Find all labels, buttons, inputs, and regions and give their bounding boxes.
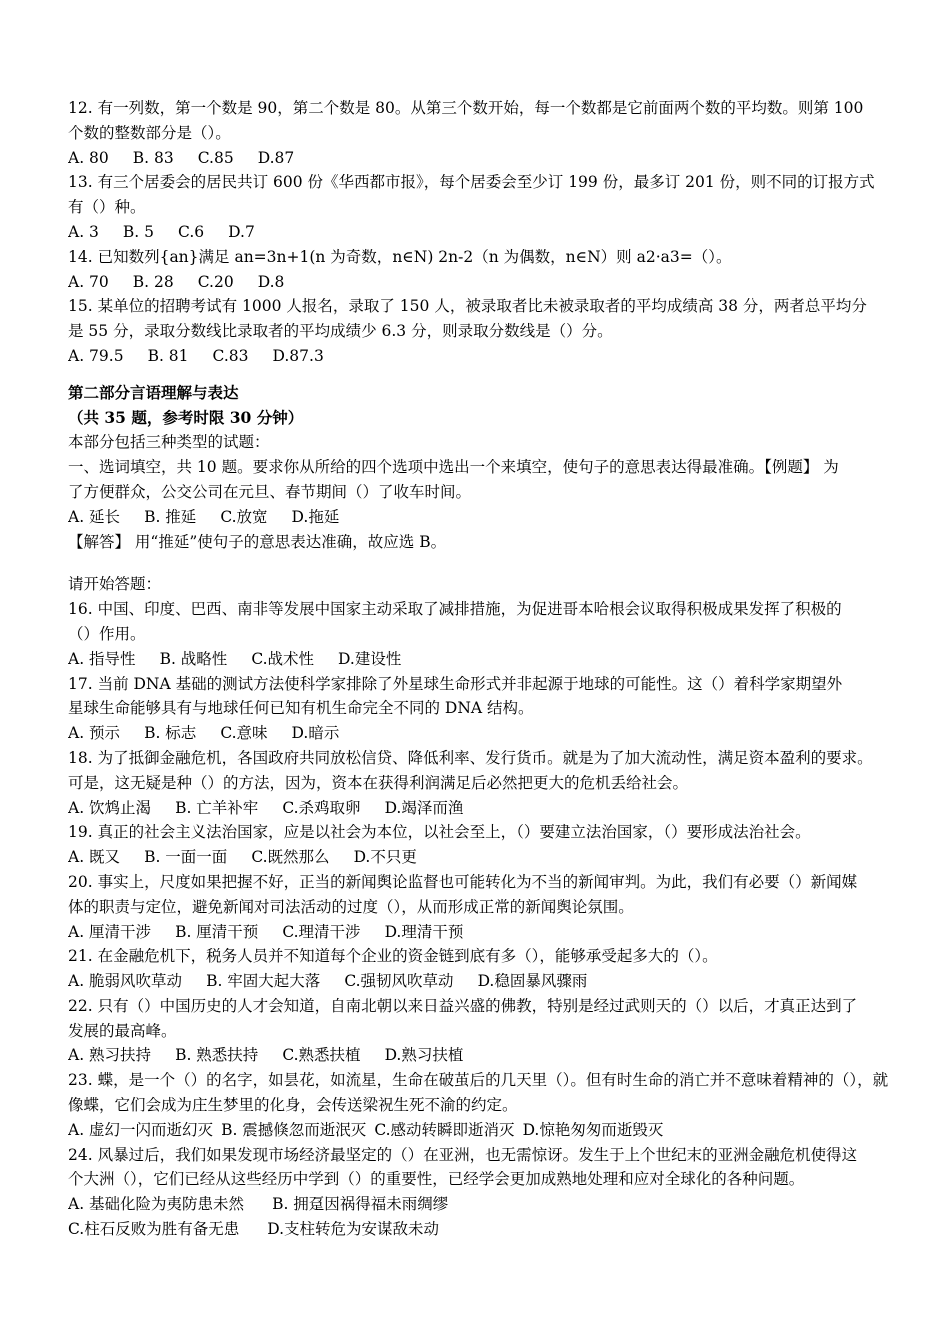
q20-option-c: C.理清干涉 [282, 922, 361, 941]
q13-option-a: A. 3 [68, 222, 99, 241]
q14-option-b: B. 28 [132, 272, 174, 291]
example-options [68, 505, 890, 530]
q19-option-c: C.既然那么 [251, 848, 330, 867]
q15-option-a: A. 79.5 [68, 346, 124, 365]
q16-option-a: A. 指导性 [68, 649, 136, 668]
example-option-d: D.拖延 [291, 507, 340, 526]
q23-option-c: C.感动转瞬即逝消灭 [374, 1120, 515, 1139]
q24-options-row-2 [68, 1217, 890, 1242]
section1-line-1: 一、选词填空，共 10 题。要求你从所给的四个选项中选出一个来填空，使句子的意思表达得最准确。【例题】 为 [68, 458, 839, 477]
q20-option-d: D.理清干预 [384, 922, 464, 941]
q16-option-c: C.战术性 [251, 649, 315, 668]
section1-line-2: 了方便群众，公交公司在元旦、春节期间（）了收车时间。 [68, 482, 472, 501]
q24-line-2: 个大洲（），它们已经从这些经历中学到（）的重要性，已经学会更加成熟地处理和应对全球化的各种问题。 [68, 1170, 805, 1189]
q12-line-1: 12. 有一列数，第一个数是 90，第二个数是 80。从第三个数开始，每一个数都是它前面两个数的平均数。则第 100 [68, 99, 864, 117]
q24-options-row-1 [68, 1192, 890, 1217]
q24-option-d: D.支柱转危为安谋敌未动 [267, 1220, 440, 1239]
q19-option-a: A. 既又 [68, 848, 121, 867]
q13-option-c: C.6 [178, 222, 205, 241]
q23-option-a: A. 虚幻一闪而逝幻灭 [68, 1120, 214, 1139]
q14-line-1: 14. 已知数列{an}满足 an=3n+1(n 为奇数，n∈N) 2n-2（n 为偶数，n∈N）则 a2·a3=（）。 [68, 247, 732, 266]
q13-option-d: D.7 [228, 222, 255, 241]
q22-option-a: A. 熟习扶持 [68, 1046, 152, 1065]
q15-line-2: 是 55 分，录取分数线比录取者的平均成绩少 6.3 分，则录取分数线是（）分。 [68, 322, 613, 341]
q14-option-d: D.8 [257, 272, 285, 291]
q17-line-1: 17. 当前 DNA 基础的测试方法使科学家排除了外星球生命形式并非起源于地球的可能性。这（）着科学家期望外 [68, 674, 843, 693]
part2-subtitle: （共 35 题，参考时限 30 分钟） [68, 407, 304, 427]
q23-line-2: 像蝶，它们会成为庄生梦里的化身，会传送梁祝生死不渝的约定。 [68, 1096, 518, 1115]
q22-options [68, 1043, 890, 1068]
q17-option-d: D.暗示 [291, 724, 340, 743]
q15-option-d: D.87.3 [272, 346, 324, 365]
q23-option-b: B. 震撼倏忽而逝泯灭 [221, 1120, 367, 1139]
q15-option-c: C.83 [212, 346, 249, 365]
q20-line-1: 20. 事实上，尺度如果把握不好，正当的新闻舆论监督也可能转化为不当的新闻审判。为此，我们有必要（）新闻媒 [68, 872, 858, 891]
q24-option-c: C.柱石反败为胜有备无患 [68, 1220, 240, 1239]
q22-option-d: D.熟习扶植 [384, 1046, 464, 1065]
q22-option-c: C.熟悉扶植 [282, 1046, 361, 1065]
q18-option-b: B. 亡羊补牢 [175, 798, 259, 817]
q20-line-2: 体的职责与定位，避免新闻对司法活动的过度（），从而形成正常的新闻舆论氛围。 [68, 897, 634, 916]
q21-option-a: A. 脆弱风吹草动 [68, 972, 183, 991]
q13-line-1: 13. 有三个居委会的居民共订 600 份《华西都市报》，每个居委会至少订 199 份，最多订 201 份，则不同的订报方式 [68, 173, 875, 192]
q13-option-b: B. 5 [122, 222, 155, 241]
q21-option-d: D.稳固暴风骤雨 [477, 972, 588, 991]
q19-option-d: D.不只更 [353, 848, 417, 867]
q12-option-a: A. 80 [68, 148, 109, 167]
q20-option-a: A. 厘清干涉 [68, 922, 152, 941]
q18-options [68, 796, 890, 821]
q18-line-1: 18. 为了抵御金融危机，各国政府共同放松信贷、降低利率、发行货币。就是为了加大流动性，满足资本盈利的要求。 [68, 748, 873, 767]
q15-line-1: 15. 某单位的招聘考试有 1000 人报名，录取了 150 人，被录取者比未被录取者的平均成绩高 38 分，两者总平均分 [68, 297, 867, 316]
q19-options [68, 845, 890, 870]
q23-options [68, 1118, 890, 1143]
q18-line-2: 可是，这无疑是种（）的方法，因为，资本在获得利润满足后必然把更大的危机丢给社会。 [68, 773, 689, 792]
q22-option-b: B. 熟悉扶持 [175, 1046, 259, 1065]
q16-option-b: B. 战略性 [159, 649, 228, 668]
q24-line-1: 24. 风暴过后，我们如果发现市场经济最坚定的（）在亚洲，也无需惊讶。发生于上个世纪末的亚洲金融危机使得这 [68, 1145, 858, 1164]
q18-option-d: D.竭泽而渔 [384, 798, 464, 817]
q13-line-2: 有（）种。 [68, 198, 146, 217]
q12-options [68, 146, 890, 171]
q20-option-b: B. 厘清干预 [175, 922, 259, 941]
q24-option-a: A. 基础化险为夷防患未然 [68, 1195, 245, 1214]
q17-options [68, 721, 890, 746]
q12-option-c: C.85 [197, 148, 234, 167]
part2-intro: 本部分包括三种类型的试题： [68, 433, 270, 452]
q14-option-a: A. 70 [68, 272, 109, 291]
q17-option-a: A. 预示 [68, 724, 121, 743]
example-answer: 【解答】 用“推延”使句子的意思表达准确，故应选 B。 [68, 532, 447, 551]
q21-option-b: B. 牢固大起大落 [206, 972, 321, 991]
part2-title: 第二部分言语理解与表达 [68, 382, 239, 402]
q14-option-c: C.20 [197, 272, 234, 291]
q21-line-1: 21. 在金融危机下，税务人员并不知道每个企业的资金链到底有多（），能够承受起多大的（）。 [68, 947, 718, 966]
example-option-a: A. 延长 [68, 507, 121, 526]
q23-option-d: D.惊艳匆匆而逝毁灭 [522, 1120, 664, 1139]
q16-line-1: 16. 中国、印度、巴西、南非等发展中国家主动采取了减排措施，为促进哥本哈根会议取得积极成果发挥了积极的 [68, 600, 842, 619]
q19-line-1: 19. 真正的社会主义法治国家，应是以社会为本位，以社会至上，（）要建立法治国家，（）要形成法治社会。 [68, 823, 811, 842]
q12-option-b: B. 83 [132, 148, 174, 167]
q17-line-2: 星球生命能够具有与地球任何已知有机生命完全不同的 DNA 结构。 [68, 699, 534, 718]
q13-options [68, 220, 890, 245]
q15-option-b: B. 81 [147, 346, 189, 365]
q22-line-2: 发展的最高峰。 [68, 1021, 177, 1040]
q19-option-b: B. 一面一面 [144, 848, 228, 867]
q17-option-b: B. 标志 [144, 724, 197, 743]
q21-options [68, 969, 890, 994]
q18-option-c: C.杀鸡取卵 [282, 798, 361, 817]
q17-option-c: C.意味 [220, 724, 268, 743]
q24-option-b: B. 拥趸因祸得福未雨绸缪 [272, 1195, 449, 1214]
q16-options [68, 647, 890, 672]
start-prompt: 请开始答题： [68, 575, 162, 594]
q12-line-2: 个数的整数部分是（）。 [68, 123, 231, 142]
q20-options [68, 920, 890, 945]
q21-option-c: C.强韧风吹草动 [344, 972, 454, 991]
q16-line-2: （）作用。 [68, 624, 146, 643]
q16-option-d: D.建设性 [338, 649, 402, 668]
q15-options [68, 344, 890, 369]
example-option-b: B. 推延 [144, 507, 197, 526]
q18-option-a: A. 饮鸩止渴 [68, 798, 152, 817]
example-option-c: C.放宽 [220, 507, 268, 526]
q22-line-1: 22. 只有（）中国历史的人才会知道，自南北朝以来日益兴盛的佛教，特别是经过武则天的（）以后，才真正达到了 [68, 996, 858, 1015]
q12-option-d: D.87 [257, 148, 295, 167]
q23-line-1: 23. 蝶，是一个（）的名字，如昙花，如流星，生命在破茧后的几天里（）。但有时生命的消亡并不意味着精神的（），就 [68, 1071, 889, 1090]
q14-options [68, 270, 890, 295]
